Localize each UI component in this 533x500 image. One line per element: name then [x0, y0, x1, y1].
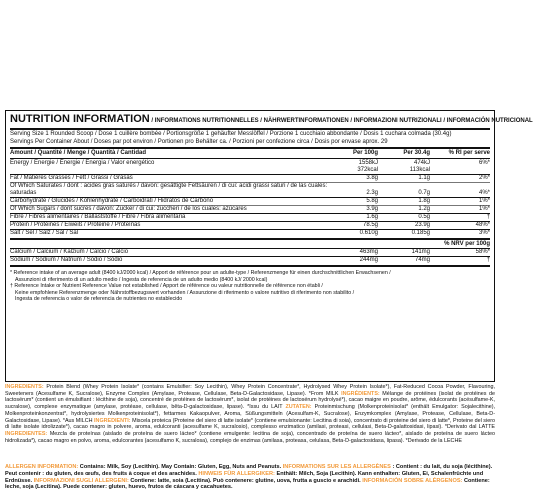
section-divider: [10, 238, 490, 240]
section-divider: [10, 265, 490, 267]
servings-per-container: Servings Per Container About / Doses par pot environ / Portionen pro Behälter ca. / Porzioni per confezione circa / Dosis por envase aprox. 29: [10, 138, 388, 145]
table-header: Amount / Quantité / Menge / Quantità / Cantidad Per 100g Per 30.4g % RI per serve: [10, 150, 490, 159]
nutrition-title: NUTRITION INFORMATION / INFORMATIONS NUTRITIONNELLES / NÄHRWERTINFORMATIONEN / INFORMAZIONI NUTRIZIONALI / INFORMACIÓN NUTRICIONAL: [10, 113, 533, 125]
table-row-saturates: Of Which Saturates / dont : acides gras saturés / davon: gesättigte Fettsäuren / di cui: acidi grassi saturi / de las cuales: saturadas 2.3g 0.7g 4%*: [10, 183, 490, 196]
table-row-sugars: Of Which Sugars / dont sucres / davon: Zucker / di cui: zuccheri / de los cuales: azúcares 3.9g 1.2g 1%*: [10, 206, 490, 212]
table-row-calcium: Calcium / Calcium / Kalzium / Calcio / Calcio 463mg 141mg 58%*: [10, 249, 490, 255]
nrv-header: % NRV per 100g: [444, 241, 490, 247]
table-row-salt: Salt / Sel / Salz / Sal / Sal 0.610g 0.185g 3%*: [10, 230, 490, 236]
serving-size: Serving Size 1 Rounded Scoop / Dose 1 cuillère bombée / Portionsgröße 1 gehäufter Messlöffel / Porzione 1 cucchiaio abbondante / Dosis 1 cuchara colmada (30.4g): [10, 131, 452, 137]
allergen-information: ALLERGEN INFORMATION: Contains: Milk, Soy (Lecithin). May Contain: Gluten, Egg, Nuts and Peanuts. INFORMATIONS SUR LES ALLERGÈNES : Contient : du lait, du soja (lécithine). Peut contenir : du gluten, des œufs, des fruits à coque et des arachides. HINWEIS FÜR ALLERGIKER: Enthält: Milch, Soja (Lecithin). Kann enthalten: Gluten, Ei, Schalenfrüchte und Erdnüsse. INFORMAZIONI SUGLI ALLERGENI: Contiene: latte, soia (Lecitina). Può contenere: glutine, uova, frutta a guscio e arachidi. INFORMACIÓN SOBRE ALÉRGENOS: Contiene: leche, soja (Lecitina). Puede contener: gluten, huevo, frutos de cáscara y cacahuetes.: [5, 464, 493, 491]
table-row-fat: Fat / Matières Grasses / Fett / Grassi / Grasas 3.8g 1.1g 2%*: [10, 175, 490, 181]
table-row-fibre: Fibre / Fibres alimentaires / Ballaststoffe / Fibre / Fibra alimentaria 1.6g 0.5g †: [10, 214, 490, 220]
table-row-carbohydrate: Carbohydrate / Glucides / Kohlenhydrate / Carboidrati / Hidratos de Carbono 5.8g 1.8g 1%*: [10, 198, 490, 204]
nutrition-panel: [5, 110, 533, 382]
serving-divider: [10, 147, 490, 149]
table-row-energy: Energy / Energie / Énergie / Energia / Valor energético 1558kJ 372kcal 474kJ 113kcal 6%*: [10, 160, 490, 173]
title-divider: [10, 128, 490, 130]
ingredients-text: INGREDIENTS: Protein Blend (Whey Protein Isolate* (contains Emulsifier: Soy Lecithin), Whey Protein Concentrate*, Hydrolysed Whey Protein Isolate*), Fat-Reduced Cocoa Powder, Flavouring, Sweeteners (Acesulfame K, Sucralose), Enzyme Complex (Amylase, Protease, Cellulase, Beta-D-Galactosidase, Lipase). *From MILK INGRÉDIENTS: Mélange de protéines (isolat de protéines de lactosérum* (contient un émulsifiant : lécithine de soja), concentré de protéines de lactosérum*, isolat de protéines de lactosérum hydrolysé*), cacao maigre en poudre, arôme, édulcorants (acésulfame-K, sucralose), complexe enzymatique (amylase, protéase, cellulase, bêta-D-galactosidase, lipase). *Issu du LAIT ZUTATEN: Proteinmischung (Molkenproteinisolat* (enthält Emulgator: Sojalecithine), Molkenproteinkonzentrat*, hydrolysiertes Molkenproteinisolat*), fettarmes Kakaopulver, Aroma, Süßungsmitteln (Acesulfam-K, Sucralose), Enzymkomplex (Amylase, Protease, Cellulase, Beta-D-Galactosidase, Lipase). *Aus MILCH INGREDIENTI: Miscela proteica (Proteine del siero di latte isolate* (contiene emulsionante: Lecitina di soia), concentrato di proteine del siero di latte*, Proteine del siero di latte isolate idrolizzate*), cacao magro in polvere, aroma, edulcoranti (acesulfame K, sucralosio), complesso enzimatico (amilasi, proteasi, cellulasi, Beta-D-galattosidasi, lipasi). *Derivato dal LATTE INGREDIENTES: Mezcla de proteínas (aislado de proteína de suero lácteo* (contiene emulgente: lecitina de soja), concentrado de proteína de suero lácteo*, aislado de proteína de suero lácteo hidrolizada*), cacao magro en polvo, aroma, edulcorantes (acesulfamo K, sucralosa), complejo de enzimas (amilasa, proteasa, celulasa, Beta-D-galactosidasa, lipasa). *Derivado de la LECHE: [5, 384, 496, 444]
reference-intake-footnote: * Reference intake of an average adult (8400 kJ/2000 kcal) / Apport de référence pour un adulte-type / Referenzmenge für einen durchschnittlichen Erwachsenen / Assunzioni di riferimento di un adulto medio / Ingesta de referencia de un adulto medio (8400 kJ/ 2000 kcal) † Reference Intake or Nutrient Reference Value not established / Apport de référence ou valeur nutritionnelle de référence non établi / Keine empfohlene Referenzmenge oder Nährstoffbezugswert vorhanden / Assunzione di riferimento o valore nutritivo di riferimento non stabilito / Ingesta de referencia o valor de referencia de nutrientes no establecido: [10, 270, 391, 303]
table-row-protein: Protein / Protéines / Eiweiß / Proteine / Proteínas 78.5g 23.9g 48%*: [10, 222, 490, 228]
table-row-sodium: Sodium / Sodium / Natrium / Sodio / Sodio 244mg 74mg †: [10, 257, 490, 263]
